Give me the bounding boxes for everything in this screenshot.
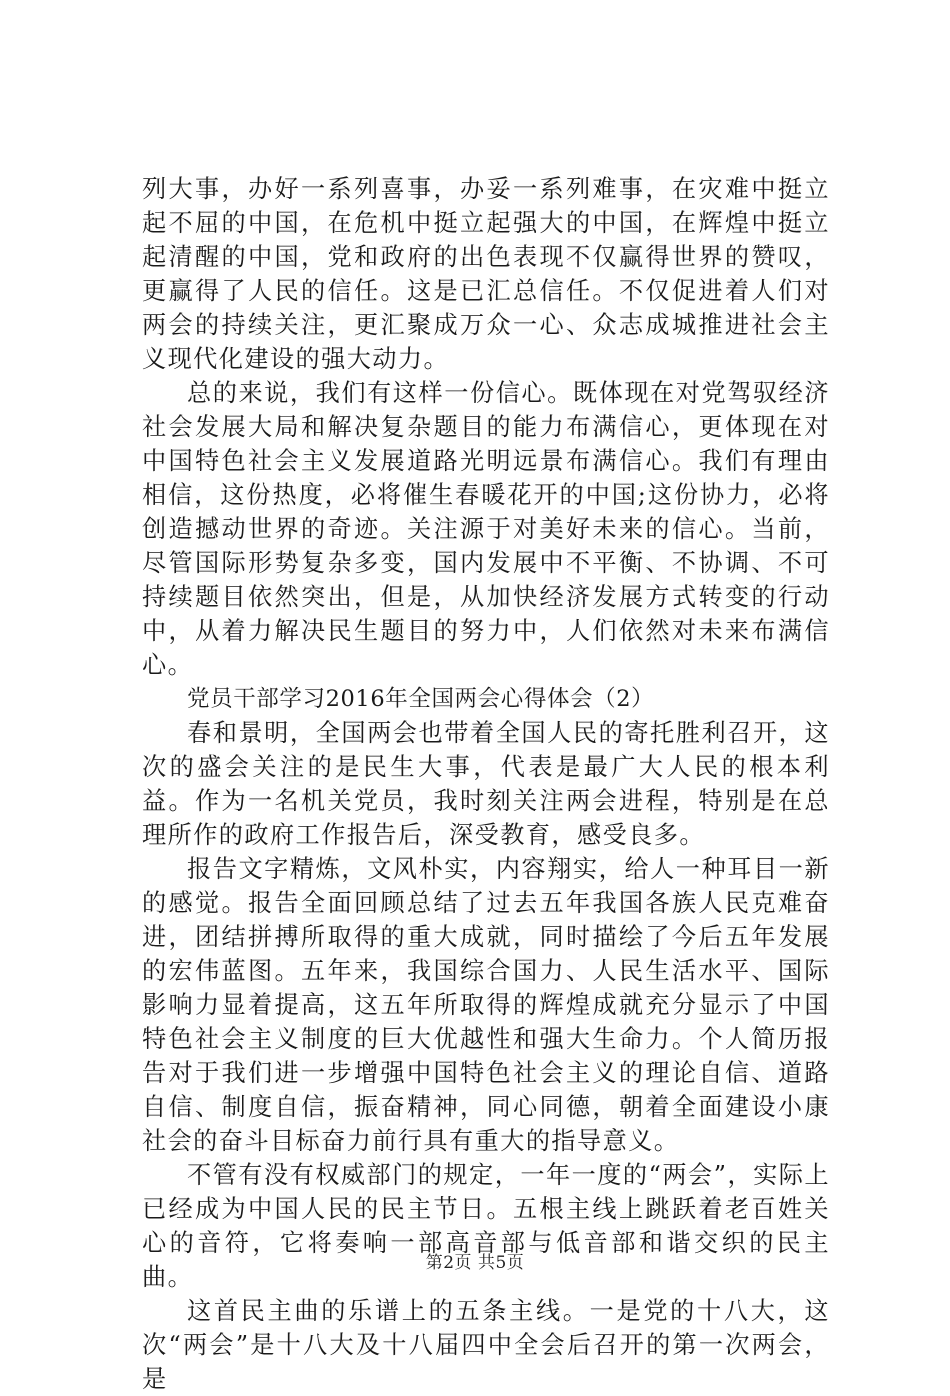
paragraph-confidence: 总的来说，我们有这样一份信心。既体现在对党驾驭经济社会发展大局和解决复杂题目的能力布满信心，更体现在对中国特色社会主义发展道路光明远景布满信心。我们有理由相信，这份热度，必将催生春暖花开的中国;这份协力，必将创造撼动世界的奇迹。关注源于对美好未来的信心。当前，尽管国际形势复杂多变，国内发展中不平衡、不协调、不可持续题目依然突出，但是，从加快经济发展方式转变的行动中，从着力解决民生题目的努力中，人们依然对未来布满信心。: [142, 379, 830, 679]
paragraph-continuation: 列大事，办好一系列喜事，办妥一系列难事，在灾难中挺立起不屈的中国，在危机中挺立起强大的中国，在辉煌中挺立起清醒的中国，党和政府的出色表现不仅赢得世界的赞叹，更赢得了人民的信任。这是已汇总信任。不仅促进着人们对两会的持续关注，更汇聚成万众一心、众志成城推进社会主义现代化建设的强大动力。: [142, 175, 830, 373]
paragraph-five-lines: 这首民主曲的乐谱上的五条主线。一是党的十八大，这次“两会”是十八大及十八届四中全会后召开的第一次两会，是: [142, 1297, 830, 1393]
paragraph-report: 报告文字精炼，文风朴实，内容翔实，给人一种耳目一新的感觉。报告全面回顾总结了过去五年我国各族人民克难奋进，团结拼搏所取得的重大成就，同时描绘了今后五年发展的宏伟蓝图。五年来，我国综合国力、人民生活水平、国际影响力显着提高，这五年所取得的辉煌成就充分显示了中国特色社会主义制度的巨大优越性和强大生命力。个人简历报告对于我们进一步增强中国特色社会主义的理论自信、道路自信、制度自信，振奋精神，同心同德，朝着全面建设小康社会的奋斗目标奋力前行具有重大的指导意义。: [142, 855, 830, 1155]
document-body: [142, 172, 830, 1396]
paragraph-spring: 春和景明，全国两会也带着全国人民的寄托胜利召开，这次的盛会关注的是民生大事，代表是最广大人民的根本利益。作为一名机关党员，我时刻关注两会进程，特别是在总理所作的政府工作报告后，深受教育，感受良多。: [142, 719, 830, 849]
section-heading: 党员干部学习2016年全国两会心得体会（2）: [187, 686, 655, 712]
page-footer: 第2页 共5页: [425, 1253, 525, 1273]
paragraph-two-sessions: 不管有没有权威部门的规定，一年一度的“两会”，实际上已经成为中国人民的民主节日。五根主线上跳跃着老百姓关心的音符，它将奏响一部高音部与低音部和谐交织的民主曲。: [142, 1161, 830, 1291]
